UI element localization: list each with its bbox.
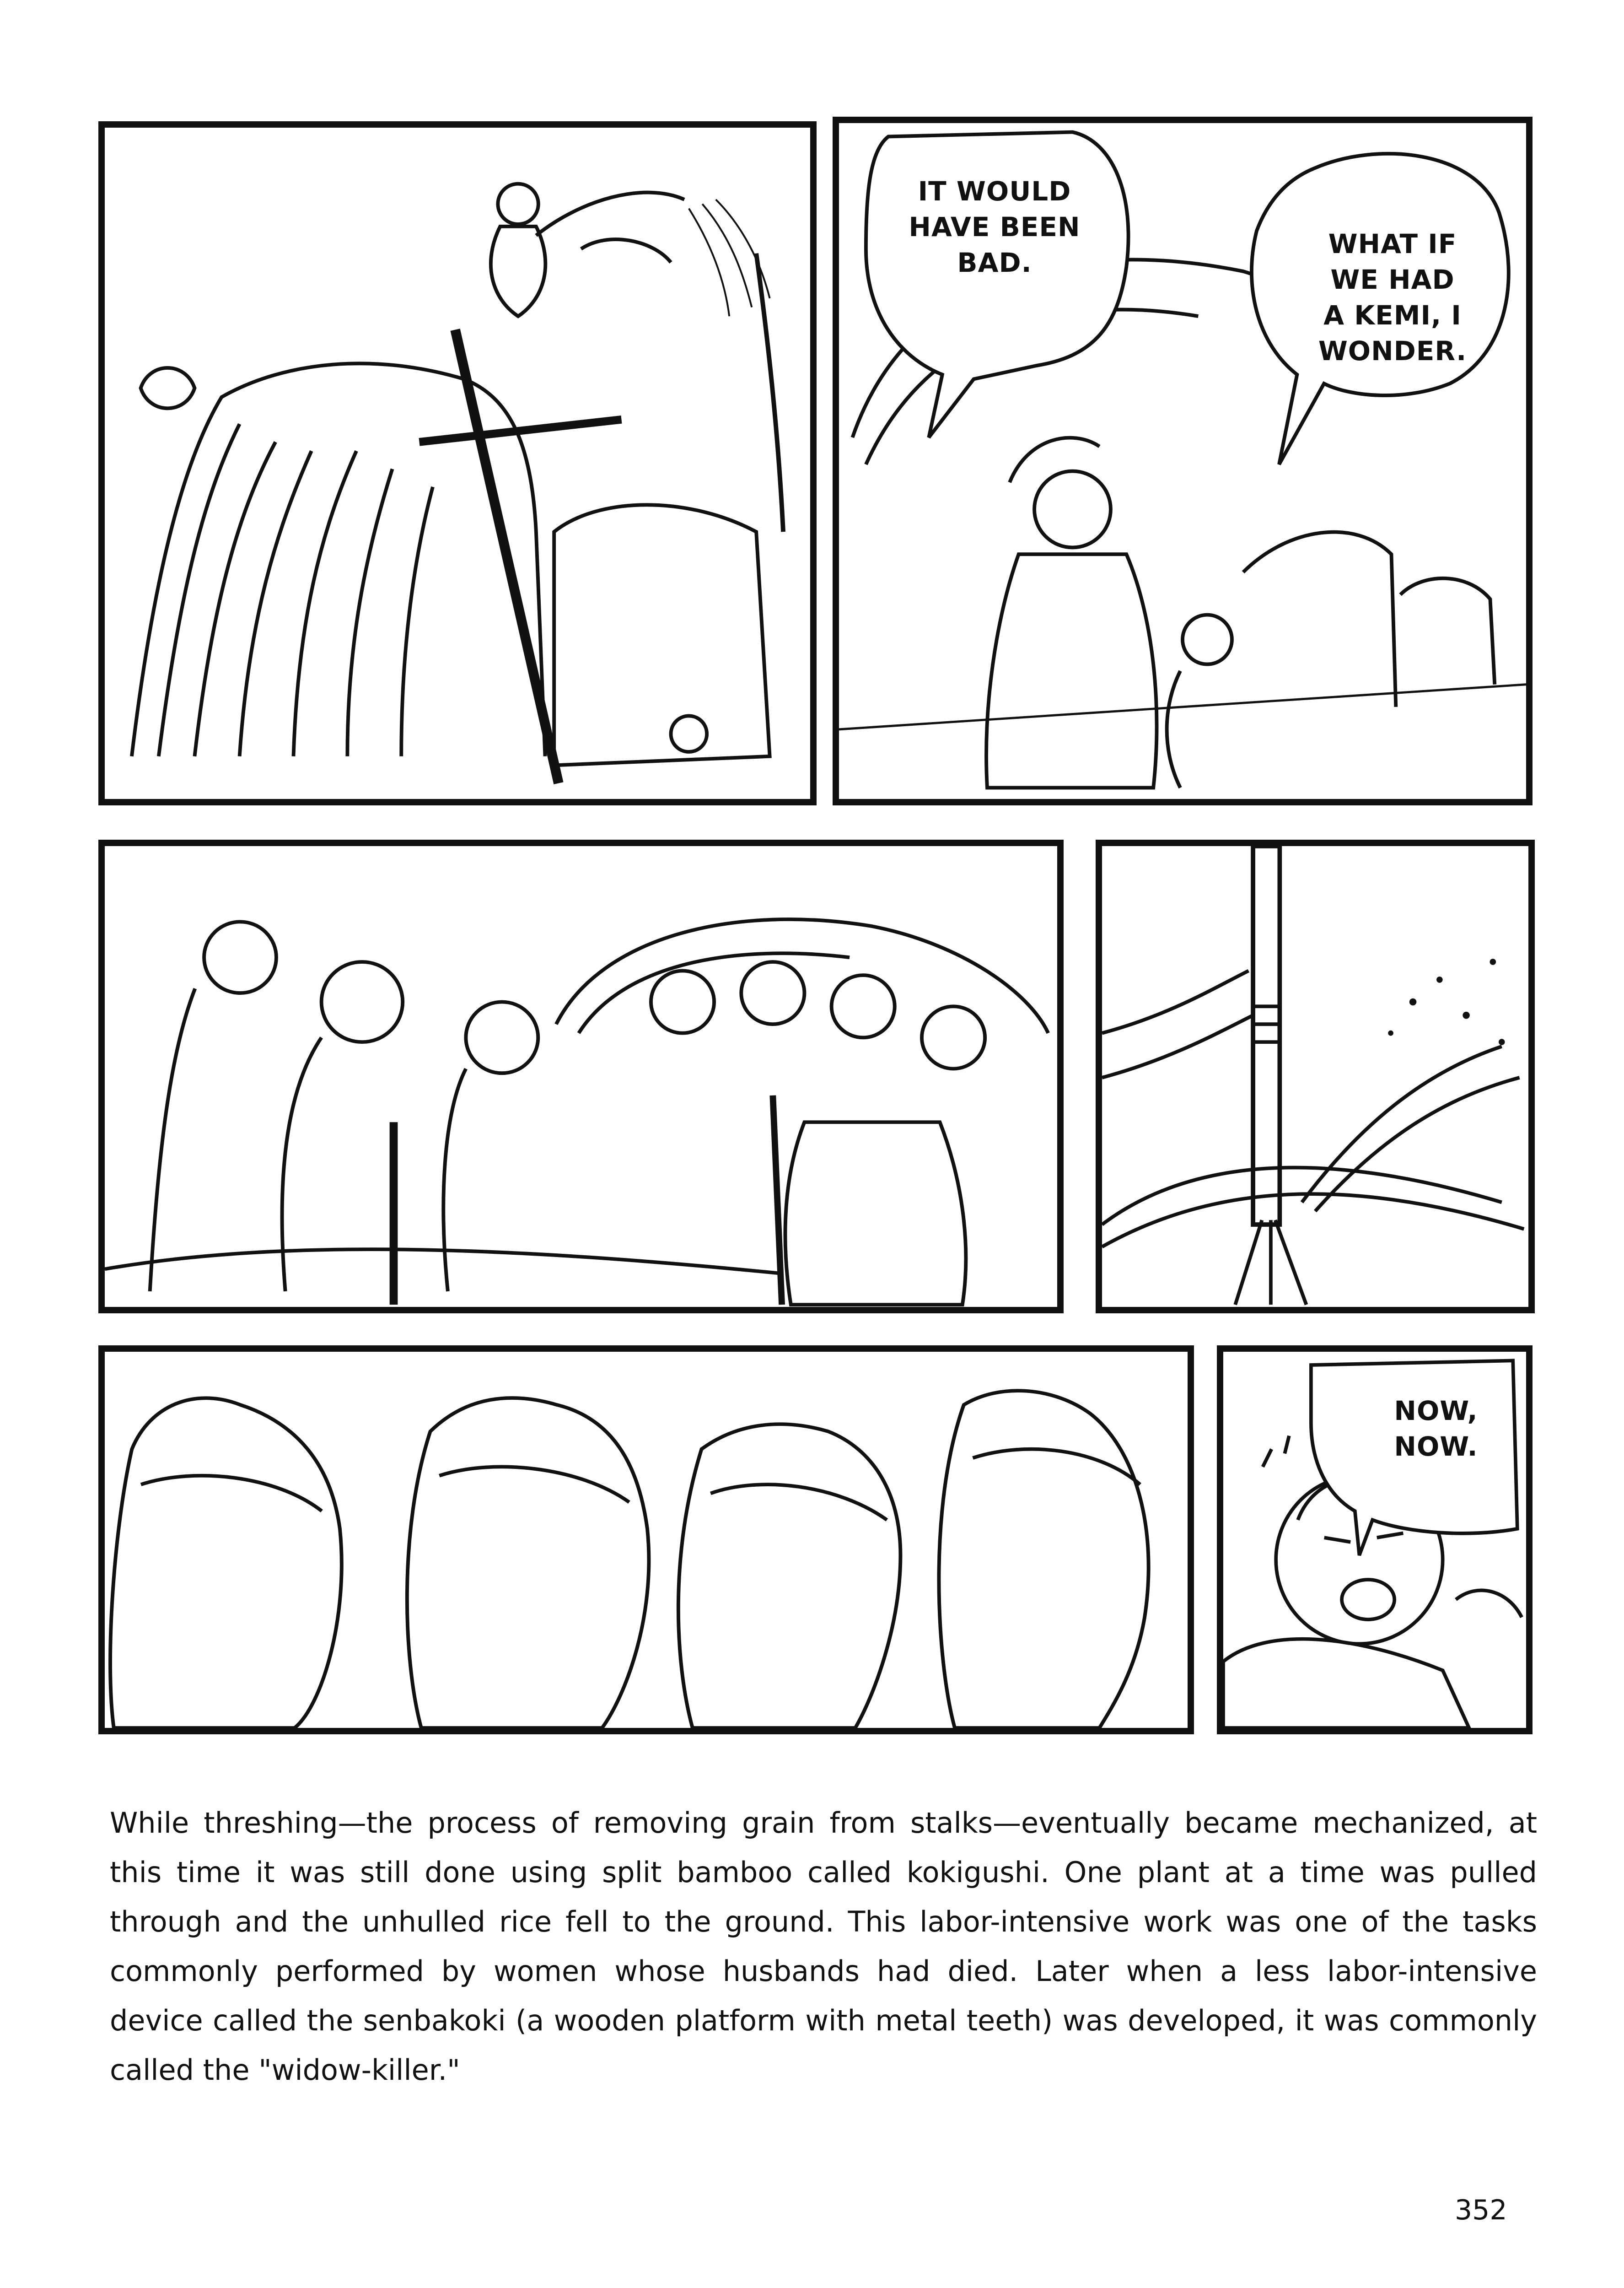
bubble-text-right: WHAT IF WE HAD A KEMI, I WONDER.: [1318, 228, 1467, 367]
bubble-text-left: IT WOULD HAVE BEEN BAD.: [909, 176, 1081, 278]
panel-1: [98, 121, 817, 805]
caption: While threshing—the process of removing grain from stalks—eventually became mechanized, at this time it was still done using split bamboo called kokigushi. One plant at a time was pulled through and the unhulled rice fell to the ground. This labor-intensive work was one of the tasks commonly performed by women whose husbands had died. Later when a less labor-intensive device called the senbakoki (a wooden platform with metal teeth) was developed, it was commonly called the "widow-killer.": [110, 1806, 1537, 2087]
panel-3: [98, 840, 1064, 1313]
rice-sacks-illustration: [105, 1352, 1188, 1728]
panel-2: [833, 117, 1533, 805]
threshing-rack-illustration: [105, 128, 810, 799]
panel-6: [1217, 1345, 1533, 1734]
threshing-closeup-illustration: [1102, 846, 1528, 1307]
page-number: 352: [1455, 2194, 1507, 2226]
women-threshing-illustration: [105, 846, 1057, 1307]
bubble-text-baby: NOW, NOW.: [1394, 1395, 1478, 1462]
panel-4: [1096, 840, 1535, 1313]
panel-5: [98, 1345, 1194, 1734]
